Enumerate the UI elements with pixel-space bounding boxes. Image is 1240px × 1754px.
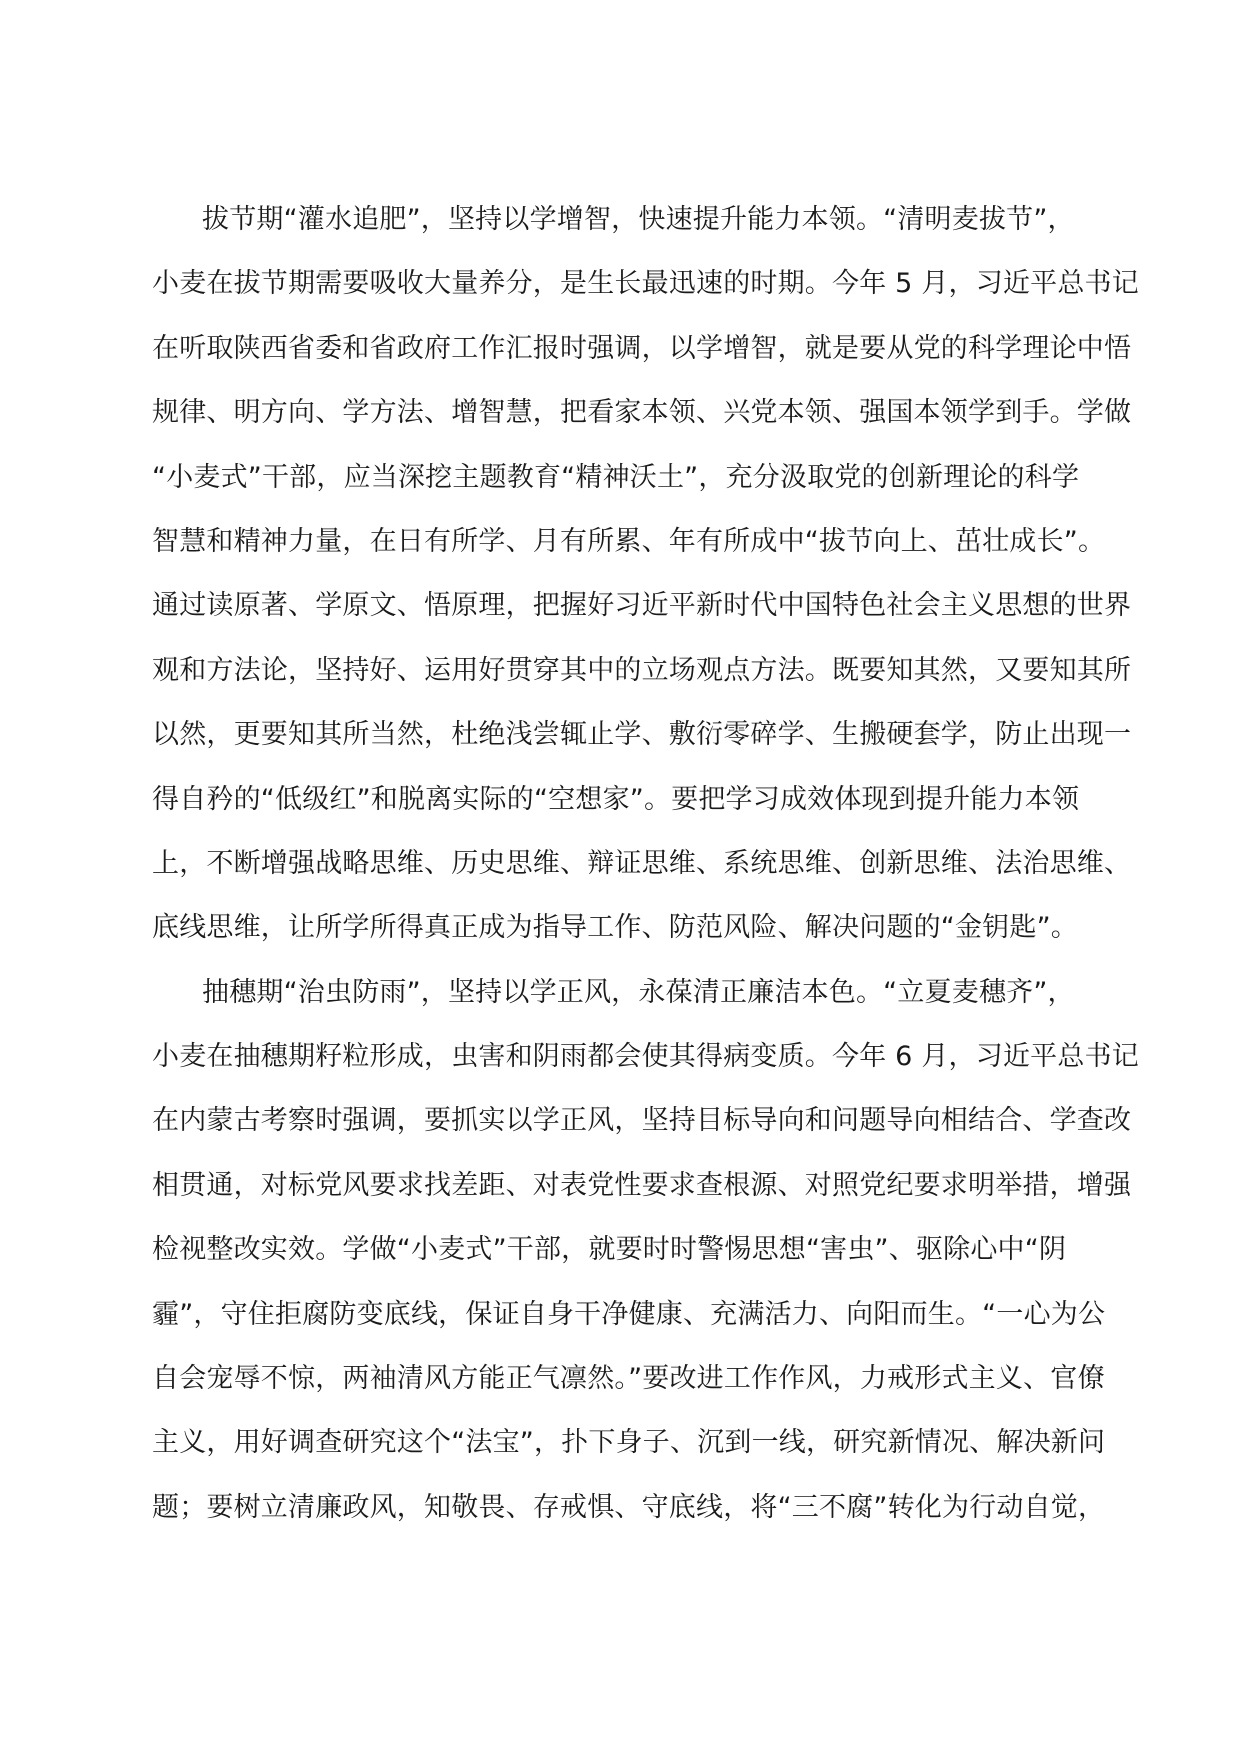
paragraph-line: 智慧和精神力量，在日有所学、月有所累、年有所成中“拔节向上、茁壮成长”。 <box>152 525 1106 557</box>
paragraph-line: 观和方法论，坚持好、运用好贯穿其中的立场观点方法。既要知其然，又要知其所 <box>152 654 1132 686</box>
paragraph-line: “小麦式”干部，应当深挖主题教育“精神沃土”，充分汲取党的创新理论的科学 <box>152 461 1080 493</box>
paragraph-line: 通过读原著、学原文、悟原理，把握好习近平新时代中国特色社会主义思想的世界 <box>152 590 1132 622</box>
paragraph-line: 检视整改实效。学做“小麦式”干部，就要时时警惕思想“害虫”、驱除心中“阴 <box>152 1234 1067 1266</box>
paragraph-line: 在内蒙古考察时强调，要抓实以学正风，坚持目标导向和问题导向相结合、学查改 <box>152 1105 1132 1137</box>
paragraph-line: 霾”，守住拒腐防变底线，保证自身干净健康、充满活力、向阳而生。“一心为公 <box>152 1298 1106 1330</box>
document-body <box>152 188 1139 1540</box>
paragraph-line: 以然，更要知其所当然，杜绝浅尝辄止学、敷衍零碎学、生搬硬套学，防止出现一 <box>152 719 1132 751</box>
paragraph-line: 得自矜的“低级红”和脱离实际的“空想家”。要把学习成效体现到提升能力本领 <box>152 783 1080 815</box>
paragraph-heading-stage <box>152 961 1139 1541</box>
paragraph-line: 相贯通，对标党风要求找差距、对表党性要求查根源、对照党纪要求明举措，增强 <box>152 1169 1132 1201</box>
paragraph-line: 底线思维，让所学所得真正成为指导工作、防范风险、解决问题的“金钥匙”。 <box>152 912 1078 944</box>
paragraph-line: 小麦在抽穗期籽粒形成，虫害和阴雨都会使其得病变质。今年 6 月，习近平总书记 <box>152 1041 1139 1073</box>
paragraph-line: 抽穗期“治虫防雨”，坚持以学正风，永葆清正廉洁本色。“立夏麦穗齐”， <box>202 976 1075 1008</box>
paragraph-line: 规律、明方向、学方法、增智慧，把看家本领、兴党本领、强国本领学到手。学做 <box>152 397 1132 429</box>
paragraph-line: 题；要树立清廉政风，知敬畏、存戒惧、守底线，将“三不腐”转化为行动自觉， <box>152 1491 1106 1523</box>
paragraph-line: 在听取陕西省委和省政府工作汇报时强调，以学增智，就是要从党的科学理论中悟 <box>152 332 1132 364</box>
paragraph-line: 拔节期“灌水追肥”，坚持以学增智，快速提升能力本领。“清明麦拔节”， <box>202 204 1075 235</box>
paragraph-line: 上，不断增强战略思维、历史思维、辩证思维、系统思维、创新思维、法治思维、 <box>152 847 1132 879</box>
paragraph-line: 自会宠辱不惊，两袖清风方能正气凛然。”要改进工作作风，力戒形式主义、官僚 <box>152 1363 1105 1395</box>
paragraph-line: 小麦在拔节期需要吸收大量养分，是生长最迅速的时期。今年 5 月，习近平总书记 <box>152 268 1139 300</box>
paragraph-jointing-stage <box>152 188 1139 961</box>
paragraph-line: 主义，用好调查研究这个“法宝”，扑下身子、沉到一线，研究新情况、解决新问 <box>152 1427 1106 1459</box>
